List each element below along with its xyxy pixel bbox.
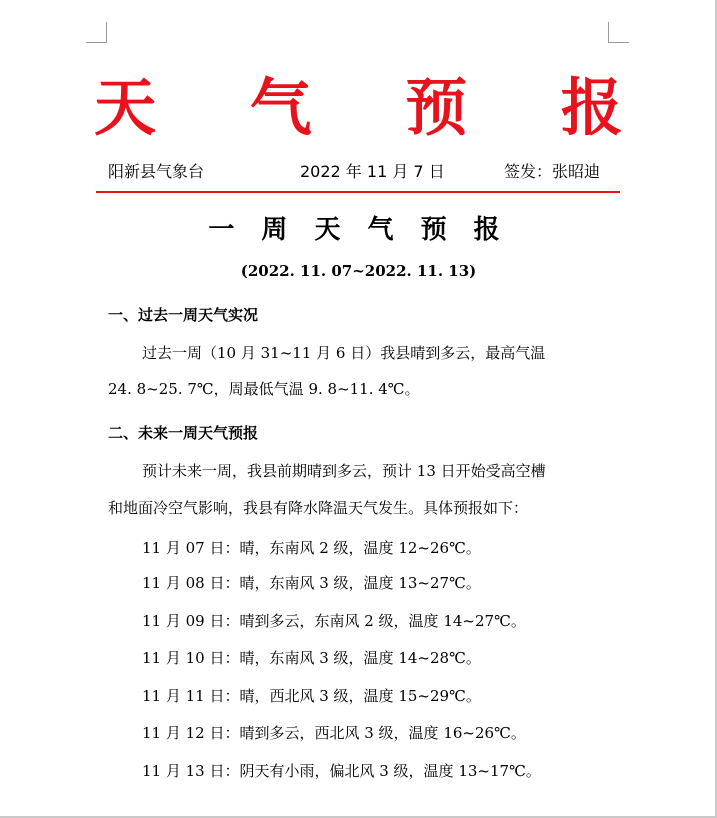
red-rule-divider (96, 191, 620, 193)
signer: 签发：张昭迪 (503, 162, 600, 181)
forecast-day-08: 11 月 08 日：晴，东南风 3 级，温度 13~27℃。 (142, 574, 481, 592)
forecast-day-07: 11 月 07 日：晴，东南风 2 级，温度 12~26℃。 (142, 539, 481, 557)
section-heading-future: 二、未来一周天气预报 (108, 424, 259, 442)
future-line-2: 和地面冷空气影响，我县有降水降温天气发生。具体预报如下： (108, 499, 529, 517)
issuer: 阳新县气象台 (108, 162, 205, 181)
past-line-2: 24. 8~25. 7℃，周最低气温 9. 8~11. 4℃。 (108, 380, 420, 398)
forecast-day-10: 11 月 10 日：晴，东南风 3 级，温度 14~28℃。 (142, 649, 481, 667)
forecast-day-12: 11 月 12 日：晴到多云，西北风 3 级，温度 16~26℃。 (142, 724, 526, 742)
past-line-1: 过去一周（10 月 31~11 月 6 日）我县晴到多云，最高气温 (142, 344, 546, 362)
forecast-title: 一 周 天 气 预 报 (208, 215, 509, 245)
margin-corner-top-left (86, 22, 107, 43)
issue-date: 2022 年 11 月 7 日 (300, 162, 445, 181)
forecast-date-range: (2022. 11. 07~2022. 11. 13) (240, 262, 477, 280)
forecast-day-09: 11 月 09 日：晴到多云，东南风 2 级，温度 14~27℃。 (142, 612, 526, 630)
margin-corner-top-right (608, 22, 629, 43)
forecast-day-11: 11 月 11 日：晴，西北风 3 级，温度 15~29℃。 (142, 687, 481, 705)
forecast-day-13: 11 月 13 日：阴天有小雨，偏北风 3 级，温度 13~17℃。 (142, 762, 541, 780)
document-headline: 天 气 预 报 (94, 71, 659, 144)
section-heading-past: 一、过去一周天气实况 (108, 306, 259, 324)
document-meta (108, 160, 600, 184)
future-line-1: 预计未来一周，我县前期晴到多云，预计 13 日开始受高空槽 (142, 462, 546, 480)
